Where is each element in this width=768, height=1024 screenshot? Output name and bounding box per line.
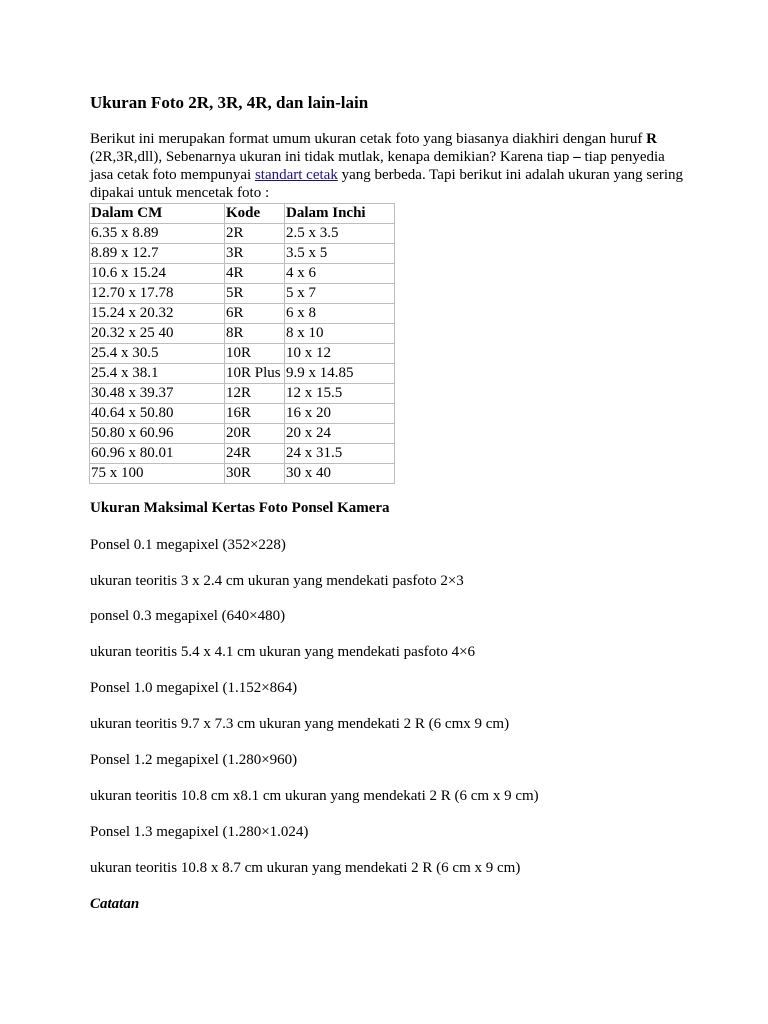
cell-kode: 2R xyxy=(225,224,285,244)
ukuran-paragraph: ukuran teoritis 5.4 x 4.1 cm ukuran yang mendekati pasfoto 4×6 xyxy=(90,644,476,660)
cell-kode: 24R xyxy=(225,444,285,464)
cell-inchi: 2.5 x 3.5 xyxy=(285,224,395,244)
table-row xyxy=(90,324,395,344)
intro-paragraph xyxy=(90,130,690,202)
cell-inchi: 30 x 40 xyxy=(285,464,395,484)
ukuran-paragraph: ukuran teoritis 10.8 x 8.7 cm ukuran yang mendekati 2 R (6 cm x 9 cm) xyxy=(90,860,521,876)
table-row xyxy=(90,344,395,364)
table-row xyxy=(90,384,395,404)
table-row xyxy=(90,264,395,284)
cell-kode: 12R xyxy=(225,384,285,404)
section-heading: Ukuran Maksimal Kertas Foto Ponsel Kamera xyxy=(90,500,390,516)
ponsel-paragraph: Ponsel 1.2 megapixel (1.280×960) xyxy=(90,752,298,768)
cell-inchi: 3.5 x 5 xyxy=(285,244,395,264)
cell-kode: 10R Plus xyxy=(225,364,285,384)
cell-cm: 40.64 x 50.80 xyxy=(90,404,225,424)
cell-inchi: 10 x 12 xyxy=(285,344,395,364)
table-row xyxy=(90,244,395,264)
table-row xyxy=(90,364,395,384)
cell-kode: 5R xyxy=(225,284,285,304)
cell-cm: 75 x 100 xyxy=(90,464,225,484)
cell-cm: 10.6 x 15.24 xyxy=(90,264,225,284)
header-dalam-cm: Dalam CM xyxy=(90,204,225,224)
table-row xyxy=(90,284,395,304)
table-row xyxy=(90,404,395,424)
table-row xyxy=(90,424,395,444)
cell-kode: 16R xyxy=(225,404,285,424)
ponsel-paragraph: Ponsel 0.1 megapixel (352×228) xyxy=(90,537,286,553)
cell-inchi: 20 x 24 xyxy=(285,424,395,444)
intro-bold-r: R xyxy=(646,131,657,147)
intro-text-1: Berikut ini merupakan format umum ukuran cetak foto yang biasanya diakhiri dengan huruf xyxy=(90,131,647,147)
cell-kode: 30R xyxy=(225,464,285,484)
cell-cm: 50.80 x 60.96 xyxy=(90,424,225,444)
table-row xyxy=(90,304,395,324)
ponsel-paragraph: ponsel 0.3 megapixel (640×480) xyxy=(90,608,286,624)
standart-cetak-link[interactable]: standart cetak xyxy=(254,167,338,183)
ukuran-paragraph: ukuran teoritis 9.7 x 7.3 cm ukuran yang mendekati 2 R (6 cmx 9 cm) xyxy=(90,716,510,732)
ukuran-paragraph: ukuran teoritis 10.8 cm x8.1 cm ukuran yang mendekati 2 R (6 cm x 9 cm) xyxy=(90,788,539,804)
cell-cm: 15.24 x 20.32 xyxy=(90,304,225,324)
ukuran-paragraph: ukuran teoritis 3 x 2.4 cm ukuran yang mendekati pasfoto 2×3 xyxy=(90,573,464,589)
cell-kode: 8R xyxy=(225,324,285,344)
cell-kode: 3R xyxy=(225,244,285,264)
cell-inchi: 16 x 20 xyxy=(285,404,395,424)
cell-inchi: 24 x 31.5 xyxy=(285,444,395,464)
cell-cm: 30.48 x 39.37 xyxy=(90,384,225,404)
intro-bold-dash: – xyxy=(573,149,581,165)
photo-size-table xyxy=(89,203,395,484)
cell-inchi: 9.9 x 14.85 xyxy=(285,364,395,384)
intro-text-3: tiap penyedia jasa cetak foto mempunyai xyxy=(90,149,665,183)
page-title: Ukuran Foto 2R, 3R, 4R, dan lain-lain xyxy=(90,93,369,112)
cell-cm: 12.70 x 17.78 xyxy=(90,284,225,304)
cell-inchi: 12 x 15.5 xyxy=(285,384,395,404)
header-dalam-inchi: Dalam Inchi xyxy=(285,204,395,224)
table-row xyxy=(90,224,395,244)
cell-inchi: 6 x 8 xyxy=(285,304,395,324)
cell-cm: 25.4 x 38.1 xyxy=(90,364,225,384)
cell-cm: 60.96 x 80.01 xyxy=(90,444,225,464)
cell-cm: 6.35 x 8.89 xyxy=(90,224,225,244)
intro-text-4: yang berbeda. Tapi berikut ini adalah ukuran yang sering dipakai untuk mencetak foto : xyxy=(90,167,684,201)
cell-kode: 20R xyxy=(225,424,285,444)
intro-text-2: (2R,3R,dll), Sebenarnya ukuran ini tidak mutlak, kenapa demikian? Karena tiap xyxy=(90,149,574,165)
ponsel-paragraph: Ponsel 1.0 megapixel (1.152×864) xyxy=(90,680,298,696)
cell-cm: 25.4 x 30.5 xyxy=(90,344,225,364)
note-heading: Catatan xyxy=(90,896,140,912)
cell-kode: 6R xyxy=(225,304,285,324)
table-row xyxy=(90,464,395,484)
cell-kode: 4R xyxy=(225,264,285,284)
cell-kode: 10R xyxy=(225,344,285,364)
cell-inchi: 4 x 6 xyxy=(285,264,395,284)
cell-inchi: 5 x 7 xyxy=(285,284,395,304)
ponsel-paragraph: Ponsel 1.3 megapixel (1.280×1.024) xyxy=(90,824,309,840)
header-kode: Kode xyxy=(225,204,285,224)
cell-inchi: 8 x 10 xyxy=(285,324,395,344)
cell-cm: 8.89 x 12.7 xyxy=(90,244,225,264)
table-row xyxy=(90,444,395,464)
cell-cm: 20.32 x 25 40 xyxy=(90,324,225,344)
table-header-row xyxy=(90,204,395,224)
